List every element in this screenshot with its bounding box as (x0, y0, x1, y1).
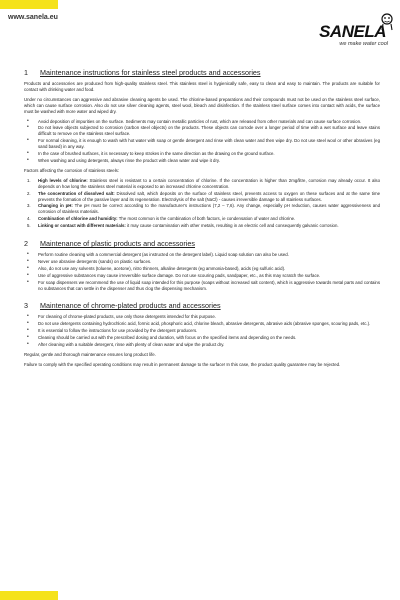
section-1-heading (24, 68, 380, 77)
list-item: • For cleaning of chrome-plated products, use only those detergents intended for this purpose. (24, 314, 380, 320)
list-item: • Never use abrasive detergents (sands) on plastic surfaces. (24, 259, 380, 265)
section-number: 3 (24, 301, 28, 311)
section-title: Maintenance of chrome-plated products and accessories (40, 301, 221, 311)
section-title: Maintenance instructions for stainless steel products and accessories (40, 68, 261, 77)
list-item: 5. Linking or contact with different materials: it may cause contamination with other metals, resulting in an electric cell and consequently galvanic corrosion. (27, 223, 339, 229)
list-item: • Avoid deposition of impurities on the surface. Sediments may contain metallic particles of rust, which are released from other materials and can cause surface corrosion. (24, 119, 380, 125)
list-item: • For normal cleaning, it is enough to wash with hot water with soap or gentle detergent and rinse with clean water and then wipe dry. Do not use steel wool or other abrasives (eg sand based) in any way. (24, 138, 380, 150)
section-title: Maintenance of plastic products and accessories (40, 239, 196, 249)
list-item: • Cleaning should be carried out with the prescribed dosing and duration, with focus on the specified items and depending on the needs. (24, 335, 380, 341)
list-item: • Also, do not use any solvents (toluene, acetone), nitro thinners, alkaline detergents (eg ammonia-based), acids (eg sulfuric acid). (24, 266, 380, 272)
logo-tagline: we make water cool (339, 41, 388, 47)
document-body (24, 68, 380, 372)
top-yellow-bar (0, 0, 58, 9)
list-item: • For soap dispensers we recommend the use of liquid soap intended for this purpose (soaps without increased salt content), which is aggressive towards metal parts and contains no substances that can settle in the dispenser and thus clog the dispensing mechanism. (24, 280, 380, 292)
list-item: • It is essential to follow the instructions for use provided by the detergent producers. (24, 328, 380, 334)
bullet-list (24, 119, 380, 164)
list-item: • Use of aggressive substances may cause irreversible surface damage. Do not use scouring pads, sandpaper, etc., as this may scratch the surface. (24, 273, 380, 279)
bullet-list (24, 314, 380, 348)
bullet-list (24, 252, 380, 291)
logo-wordmark: SANELA (319, 22, 386, 41)
section-number: 1 (24, 68, 28, 77)
bottom-yellow-bar (0, 591, 58, 600)
list-item: • Perform routine cleaning with a commercial detergent (as instructed on the detergent label). Liquid soap solution can also be used. (24, 252, 380, 258)
paragraph: Under no circumstances can aggressive and abrasive cleaning agents be used. The chlorine-based preparations and their compounds must not be used on the stainless steel surface, which can cause surface corrosion. Also do not use silver cleaning agents, steel wool, bleach and disinfection. If the stainless steel surface comes into contact with acids, the surface must be washed with more water and wiped dry. (24, 96, 380, 114)
site-url: www.sanela.eu (8, 14, 58, 21)
list-item: 2. The concentration of dissolved salt: Dissolved salt, which deposits on the surface of stainless steel, prevents access to oxygen on these surfaces and at the same time prevents the formation of the passive layer and its regeneration. Electrolysis of the salt (NaCl) - causes irreversible damage to all stainless surfaces. (27, 190, 381, 202)
list-item: 1. High levels of chlorine: Stainless steel is resistant to a certain concentration of chlorine. If the concentration is higher than 2mg/litre, corrosion may already occur. It also depends on how long the stainless steel material is exposed to an increased chlorine concentration. (27, 177, 380, 189)
list-item: • Do not leave objects subjected to corrosion (carbon steel objects) on the products. These objects can corrode over a longer period of time with a wet surface and leave stains difficult to remove on the stainless steel surface. (24, 125, 380, 137)
factors-list (24, 178, 380, 229)
factors-intro: Factors affecting the corrosion of stainless steels: (24, 167, 120, 173)
paragraph: Failure to comply with the specified operating conditions may result in permanent damage to the surface! In this case, the product quality guarantee may be rejected. (24, 361, 341, 367)
list-item: • In the case of brushed surfaces, it is necessary to keep strokes in the same direction as the drawing on the ground surface. (24, 151, 380, 157)
paragraph: Products and accessories are produced from high-quality stainless steel. This stainless steel is hygienically safe, easy to clean and easy to maintain. The products are suitable for contact with drinking water and food. (24, 81, 380, 92)
list-item: 4. Combination of chlorine and humidity: The most common is the combination of both factors, ie condensation of water and chlorine. (27, 216, 296, 222)
section-number: 2 (24, 239, 28, 249)
paragraph: Regular, gentle and thorough maintenance ensures long product life. (24, 352, 156, 357)
list-item: • After cleaning with a suitable detergent, rinse with plenty of clean water and wipe the product dry. (24, 342, 380, 348)
section-2-heading (24, 239, 380, 248)
list-item: 3. Changing in pH: The pH must be correct according to the manufacturer's instructions (7,2 – 7,6). Any change, especially pH reduction, causes water aggressiveness and corrosion of stainless materials. (27, 203, 380, 215)
section-3-heading (24, 301, 380, 310)
list-item: • When washing and using detergents, always rinse the product with clean water and wipe it dry. (24, 158, 380, 164)
list-item: • Do not use detergents containing hydrochloric acid, formic acid, phosphoric acid, chlorine bleach, abrasive detergents, abrasive aids (abrasive sponges, scouring pads, etc.). (24, 321, 380, 327)
